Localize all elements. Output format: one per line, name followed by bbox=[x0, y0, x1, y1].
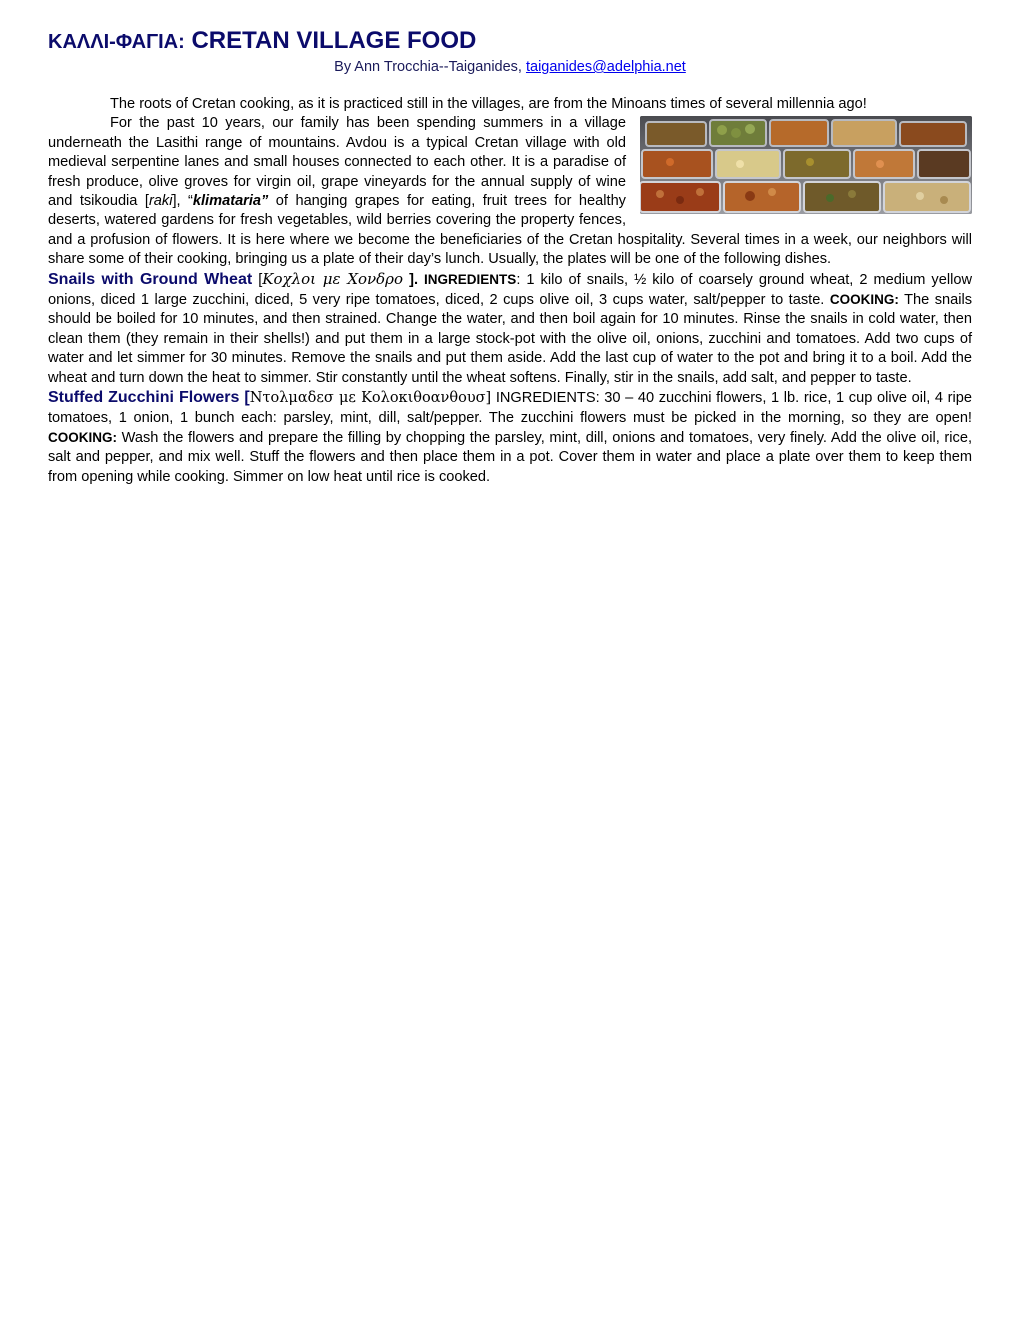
intro-lead: The roots of Cretan cooking, as it is practiced still in the villages, are from the Minoans times of several millennia ago! bbox=[110, 96, 867, 112]
document-page bbox=[48, 26, 972, 487]
intro-village-text-b: ], “ bbox=[172, 193, 193, 210]
intro-village-text-c: of hanging grapes for eating, fruit trees for healthy deserts, watered gardens for fresh vegetables, wild berries covering the property fences, and a profusion of flowers. It is here where we become the beneficiaries of the Cretan hospitality. Several times in a week, our neighbors will share some of their cooking, bringing us a plate of their day’s lunch. Usually, the plates will be one of the following dishes. bbox=[48, 193, 972, 268]
recipe-snails-ingredients-label: INGREDIENTS bbox=[424, 271, 517, 287]
recipe-snails-greek-close: ]. bbox=[409, 271, 418, 288]
recipe-snails-cooking-label: COOKING: bbox=[829, 292, 899, 308]
recipe-snails-cooking: The snails should be boiled for 10 minutes, and then strained. Change the water, and then boil again for 10 minutes. Rinse the snails in cold water, then clean them (they remain in their shells!) and put them in a large stock-pot with the olive oil, onions, zucchini and tomatoes. Add two cups of water and let simmer for 30 minutes. Remove the snails and put them aside. Add the last cup of water to the pot and bring it to a boil. Add the wheat and turn down the heat to simmer. Stir constantly until the wheat softens. Finally, stir in the snails, add salt, and pepper to taste. bbox=[48, 292, 973, 386]
author-email-link[interactable]: taiganides@adelphia.net bbox=[525, 59, 686, 75]
recipe-snails-greek-open: [ bbox=[258, 271, 263, 288]
raki-term: raki bbox=[148, 193, 173, 210]
food-buffet-photo bbox=[640, 116, 972, 214]
recipe-zucchini-greek: Ντολμαδεσ με Κολοκιθοανθουσ] bbox=[249, 390, 492, 407]
recipe-zucchini-cooking: Wash the flowers and prepare the filling by chopping the parsley, mint, dill, onions and tomatoes, very finely. Add the olive oil, rice, salt and pepper, and mix well. Stuff the flowers and then place them in a pot. Cover them in water and place a plate over them to keep them from opening while cooking. Simmer on low heat until rice is cooked. bbox=[48, 429, 972, 485]
byline-author: By Ann Trocchia--Taiganides, bbox=[334, 59, 522, 75]
intro-village-text-a: For the past 10 years, our family has been spending summers in a village underneath the Lasithi range of mountains. Avdou is a typical Cretan village with old medieval serpentine lanes and small houses connected to each other. It is a paradise of fresh produce, olive groves for virgin oil, grape vineyards for the annual supply of wine and tsikoudia [ bbox=[48, 115, 626, 210]
recipe-zucchini-title: Stuffed Zucchini Flowers [ bbox=[48, 389, 250, 407]
byline bbox=[48, 57, 972, 77]
recipe-snails-greek: Κοχλοι με Χονδρο bbox=[262, 269, 404, 288]
title-greek: ΚΑΛΛΙ-ΦΑΓΙΑ: bbox=[48, 31, 185, 53]
recipe-zucchini-cooking-label: COOKING: bbox=[48, 429, 117, 445]
recipe-snails bbox=[48, 270, 972, 388]
recipe-snails-ingredients: : 1 kilo of snails, ½ kilo of coarsely ground wheat, 2 medium yellow onions, diced 1 large zucchini, diced, 5 very ripe tomatoes, diced, 2 cups olive oil, 3 cups water, salt/pepper to taste. bbox=[48, 271, 972, 309]
food-buffet-photo-graphic bbox=[640, 116, 972, 214]
recipe-zucchini-ingredients: INGREDIENTS: 30 – 40 zucchini flowers, 1 lb. rice, 1 cup olive oil, 4 ripe tomatoes, 1 onion, 1 bunch each: parsley, mint, dill, salt/pepper. The zucchini flowers must be picked in the morning, so they are open! bbox=[48, 390, 973, 426]
recipe-zucchini bbox=[48, 388, 972, 487]
title-english: CRETAN VILLAGE FOOD bbox=[191, 27, 477, 54]
document-title bbox=[48, 26, 972, 57]
recipe-snails-title: Snails with Ground Wheat bbox=[48, 270, 253, 288]
klimataria-term: klimataria” bbox=[192, 193, 269, 210]
